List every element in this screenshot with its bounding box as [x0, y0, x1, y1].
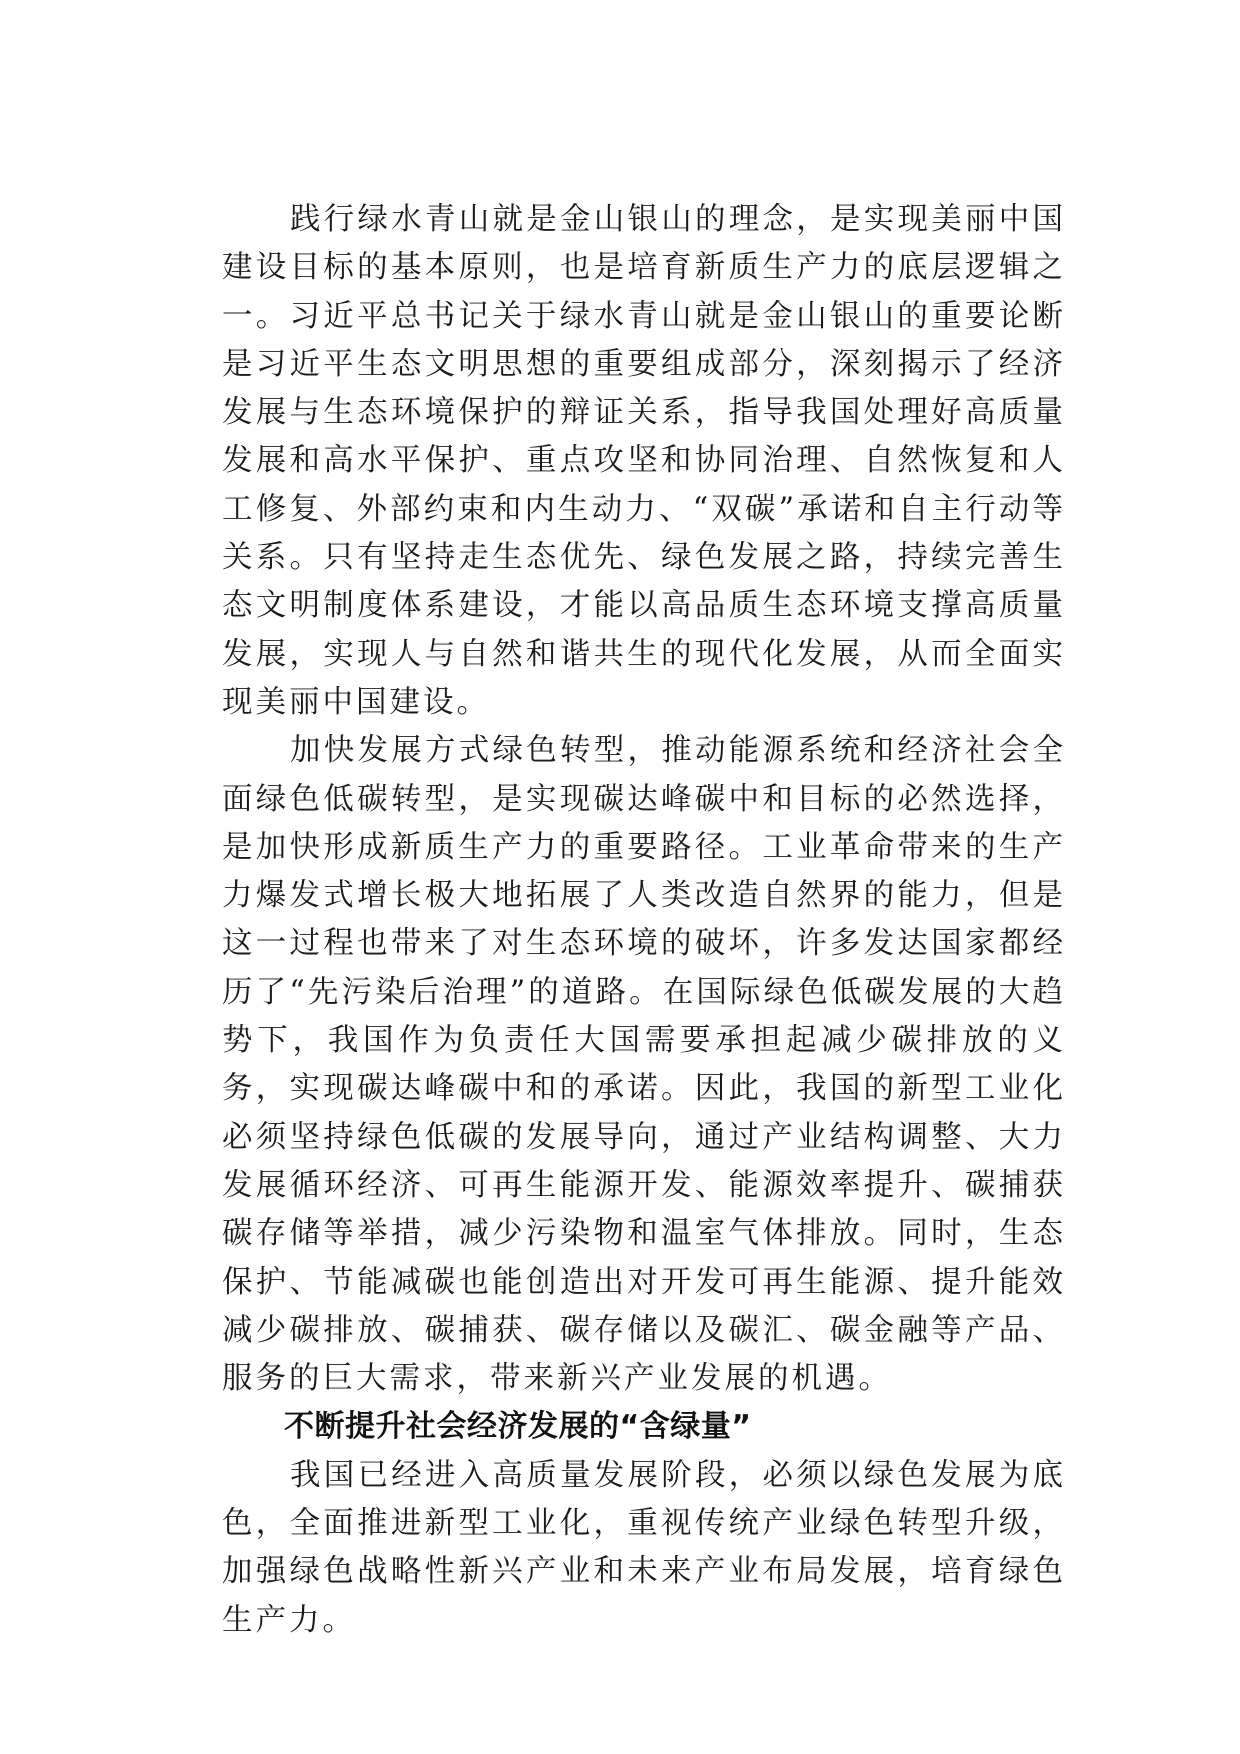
body-paragraph: 加快发展方式绿色转型，推动能源系统和经济社会全面绿色低碳转型，是实现碳达峰碳中和目标的必然选择，是加快形成新质生产力的重要路径。工业革命带来的生产力爆发式增长极大地拓展了人类改造自然界的能力，但是这一过程也带来了对生态环境的破坏，许多发达国家都经历了“先污染后治理”的道路。在国际绿色低碳发展的大趋势下，我国作为负责任大国需要承担起减少碳排放的义务，实现碳达峰碳中和的承诺。因此，我国的新型工业化必须坚持绿色低碳的发展导向，通过产业结构调整、大力发展循环经济、可再生能源开发、能源效率提升、碳捕获碳存储等举措，减少污染物和温室气体排放。同时，生态保护、节能减碳也能创造出对开发可再生能源、提升能效减少碳排放、碳捕获、碳存储以及碳汇、碳金融等产品、服务的巨大需求，带来新兴产业发展的机遇。 — [222, 733, 1066, 1397]
section-heading: 不断提升社会经济发展的“含绿量” — [284, 1409, 752, 1445]
document-page — [222, 196, 1066, 1645]
body-paragraph: 践行绿水青山就是金山银山的理念，是实现美丽中国建设目标的基本原则，也是培育新质生产力的底层逻辑之一。习近平总书记关于绿水青山就是金山银山的重要论断是习近平生态文明思想的重要组成部分，深刻揭示了经济发展与生态环境保护的辩证关系，指导我国处理好高质量发展和高水平保护、重点攻坚和协同治理、自然恢复和人工修复、外部约束和内生动力、“双碳”承诺和自主行动等关系。只有坚持走生态优先、绿色发展之路，持续完善生态文明制度体系建设，才能以高品质生态环境支撑高质量发展，实现人与自然和谐共生的现代化发展，从而全面实现美丽中国建设。 — [222, 202, 1066, 720]
body-paragraph: 我国已经进入高质量发展阶段，必须以绿色发展为底色，全面推进新型工业化，重视传统产业绿色转型升级，加强绿色战略性新兴产业和未来产业布局发展，培育绿色生产力。 — [222, 1457, 1066, 1638]
